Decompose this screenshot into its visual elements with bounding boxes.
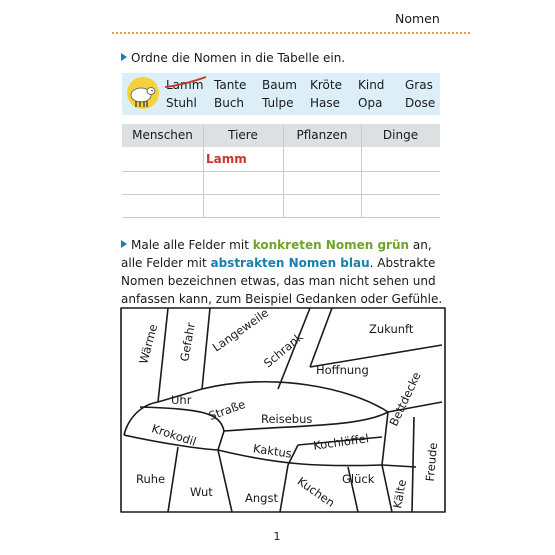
puzzle-word-reisebus: Reisebus bbox=[261, 412, 313, 426]
task2-green-term: konkreten Nomen grün bbox=[252, 238, 410, 252]
puzzle-word-kaelte: Kälte bbox=[390, 478, 410, 510]
task1-instruction bbox=[121, 51, 345, 65]
word-kind: Kind bbox=[358, 78, 385, 92]
table-header-menschen: Menschen bbox=[132, 128, 193, 142]
puzzle-word-kaktus: Kaktus bbox=[252, 441, 293, 461]
puzzle-word-uhr: Uhr bbox=[171, 393, 192, 407]
puzzle-word-gefahr: Gefahr bbox=[177, 321, 198, 363]
table-answer-lamm: Lamm bbox=[206, 152, 247, 166]
table-header-dinge: Dinge bbox=[382, 128, 419, 142]
puzzle-word-langeweile: Langeweile bbox=[209, 305, 272, 355]
puzzle-word-wut: Wut bbox=[190, 485, 213, 499]
page-number: 1 bbox=[273, 530, 281, 543]
word-hase: Hase bbox=[310, 96, 341, 110]
sheep-icon bbox=[126, 74, 160, 112]
puzzle-word-kochloeffel: Kochlöffel bbox=[312, 431, 370, 453]
puzzle-word-freude: Freude bbox=[422, 441, 441, 483]
word-tante: Tante bbox=[214, 78, 247, 92]
puzzle-word-ruhe: Ruhe bbox=[136, 472, 166, 486]
task2-blue-term: abstrakten Nomen blau bbox=[210, 256, 370, 270]
table-header-tiere: Tiere bbox=[228, 128, 258, 142]
puzzle-word-waerme: Wärme bbox=[136, 322, 161, 366]
task1-text: Ordne die Nomen in die Tabelle ein. bbox=[131, 51, 346, 65]
table-row-line bbox=[122, 217, 440, 218]
word-tulpe: Tulpe bbox=[262, 96, 294, 110]
puzzle-word-hoffnung: Hoffnung bbox=[316, 363, 369, 377]
word-lamm: Lamm bbox=[166, 78, 204, 92]
puzzle-word-strasse: Straße bbox=[206, 396, 248, 424]
word-buch: Buch bbox=[214, 96, 245, 110]
puzzle-word-angst: Angst bbox=[245, 491, 278, 505]
word-gras: Gras bbox=[405, 78, 433, 92]
puzzle-word-bettdecke: Bettdecke bbox=[386, 369, 424, 429]
table-row-line bbox=[122, 171, 440, 172]
puzzle-word-kuchen: Kuchen bbox=[294, 474, 338, 510]
task2-text-part3: . Abstrakte Nomen bezeichnen etwas, das man nicht sehen und anfassen kann, zum Beispiel Gedanken oder Gefühle. bbox=[121, 256, 443, 306]
puzzle-word-schrank: Schrank bbox=[260, 329, 306, 371]
task2-text-part1: Male alle Felder mit bbox=[131, 238, 253, 252]
puzzle-word-zukunft: Zukunft bbox=[369, 322, 414, 336]
strikethrough-mark bbox=[163, 73, 208, 93]
task2-instruction bbox=[121, 236, 451, 308]
word-kroete: Kröte bbox=[310, 78, 342, 92]
puzzle-word-glueck: Glück bbox=[342, 472, 375, 486]
puzzle-word-krokodil: Krokodil bbox=[149, 421, 199, 449]
word-stuhl: Stuhl bbox=[166, 96, 197, 110]
word-baum: Baum bbox=[262, 78, 297, 92]
page-header-title: Nomen bbox=[395, 11, 440, 26]
bullet-triangle-icon bbox=[121, 240, 127, 248]
bullet-triangle-icon bbox=[121, 53, 127, 61]
table-row-line bbox=[122, 194, 440, 195]
task2-text-part2: an, alle Felder mit bbox=[121, 238, 432, 270]
table-header-pflanzen: Pflanzen bbox=[296, 128, 348, 142]
header-divider bbox=[112, 32, 470, 34]
word-dose: Dose bbox=[405, 96, 436, 110]
word-opa: Opa bbox=[358, 96, 383, 110]
